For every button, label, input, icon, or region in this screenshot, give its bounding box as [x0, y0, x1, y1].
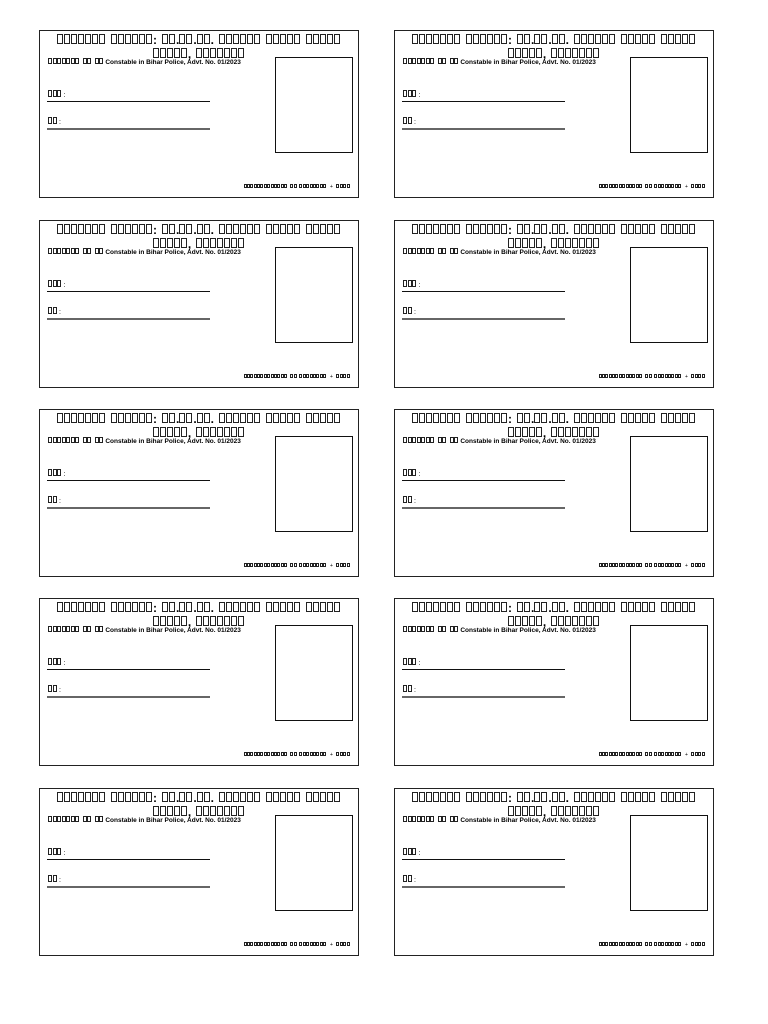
card-subtitle	[403, 626, 596, 635]
photo-box	[275, 436, 353, 532]
card-footer-signature: +	[599, 374, 705, 381]
second-field[interactable]	[402, 304, 565, 320]
card-title-line-2: ,	[395, 47, 713, 61]
second-field-label: :	[48, 875, 61, 884]
candidate-card-3	[39, 220, 359, 388]
subtitle-prefix	[48, 249, 104, 256]
card-title-line-1: : . . .	[40, 223, 358, 237]
second-field-label: :	[403, 307, 416, 316]
card-title-line-2: ,	[40, 426, 358, 440]
photo-box	[630, 247, 708, 343]
photo-box	[275, 815, 353, 911]
subtitle-text: Constable in Bihar Police, Advt. No. 01/2023	[105, 438, 241, 445]
card-subtitle	[403, 248, 596, 257]
second-field-label: :	[48, 307, 61, 316]
card-subtitle	[403, 816, 596, 825]
second-field[interactable]	[47, 114, 210, 130]
name-field-label: :	[403, 90, 420, 99]
name-field[interactable]	[402, 277, 565, 292]
photo-box	[275, 57, 353, 153]
card-title-line-1: : . . .	[395, 33, 713, 47]
second-field-label: :	[403, 496, 416, 505]
second-field[interactable]	[47, 872, 210, 888]
subtitle-prefix	[403, 817, 459, 824]
second-field[interactable]	[402, 872, 565, 888]
card-title-line-1: : . . .	[395, 601, 713, 615]
subtitle-prefix	[48, 59, 104, 66]
card-title-line-1: : . . .	[40, 33, 358, 47]
card-subtitle	[48, 437, 241, 446]
photo-box	[630, 436, 708, 532]
name-field-label: :	[48, 90, 65, 99]
card-title-line-2: ,	[40, 615, 358, 629]
candidate-card-6	[394, 409, 714, 577]
second-field-label: :	[48, 496, 61, 505]
second-field[interactable]	[402, 493, 565, 509]
second-field[interactable]	[47, 304, 210, 320]
second-field-label: :	[48, 685, 61, 694]
card-footer-signature: +	[599, 563, 705, 570]
name-field[interactable]	[47, 655, 210, 670]
card-footer-signature: +	[599, 942, 705, 949]
card-subtitle	[48, 248, 241, 257]
card-title-line-2: ,	[40, 47, 358, 61]
second-field-label: :	[48, 117, 61, 126]
card-title-line-2: ,	[40, 237, 358, 251]
name-field-label: :	[48, 848, 65, 857]
second-field-label: :	[403, 875, 416, 884]
card-subtitle	[403, 58, 596, 67]
name-field[interactable]	[47, 845, 210, 860]
name-field-label: :	[48, 469, 65, 478]
card-subtitle	[48, 58, 241, 67]
card-footer-signature: +	[599, 184, 705, 191]
name-field[interactable]	[47, 466, 210, 481]
subtitle-prefix	[403, 627, 459, 634]
subtitle-text: Constable in Bihar Police, Advt. No. 01/2023	[105, 817, 241, 824]
card-title-line-1: : . . .	[395, 223, 713, 237]
subtitle-text: Constable in Bihar Police, Advt. No. 01/2023	[460, 817, 596, 824]
card-footer-signature: +	[599, 752, 705, 759]
subtitle-prefix	[48, 817, 104, 824]
second-field[interactable]	[402, 682, 565, 698]
card-footer-signature: +	[244, 184, 350, 191]
card-title-line-1: : . . .	[40, 412, 358, 426]
second-field-label: :	[403, 117, 416, 126]
subtitle-prefix	[403, 59, 459, 66]
card-title-line-1: : . . .	[40, 601, 358, 615]
second-field[interactable]	[402, 114, 565, 130]
second-field[interactable]	[47, 493, 210, 509]
subtitle-prefix	[48, 438, 104, 445]
photo-box	[630, 57, 708, 153]
card-subtitle	[48, 626, 241, 635]
card-footer-signature: +	[244, 563, 350, 570]
name-field-label: :	[48, 658, 65, 667]
subtitle-text: Constable in Bihar Police, Advt. No. 01/2023	[105, 249, 241, 256]
card-title-line-1: : . . .	[40, 791, 358, 805]
name-field[interactable]	[402, 655, 565, 670]
photo-box	[275, 247, 353, 343]
card-footer-signature: +	[244, 374, 350, 381]
name-field-label: :	[403, 280, 420, 289]
subtitle-text: Constable in Bihar Police, Advt. No. 01/2023	[460, 249, 596, 256]
name-field[interactable]	[402, 466, 565, 481]
card-title-line-2: ,	[395, 615, 713, 629]
photo-box	[630, 815, 708, 911]
subtitle-prefix	[48, 627, 104, 634]
card-title-line-1: : . . .	[395, 412, 713, 426]
card-subtitle	[403, 437, 596, 446]
subtitle-prefix	[403, 249, 459, 256]
name-field[interactable]	[47, 277, 210, 292]
name-field-label: :	[403, 469, 420, 478]
candidate-card-4	[394, 220, 714, 388]
candidate-card-5	[39, 409, 359, 577]
name-field[interactable]	[402, 845, 565, 860]
name-field-label: :	[403, 848, 420, 857]
candidate-card-9	[39, 788, 359, 956]
card-title-line-1: : . . .	[395, 791, 713, 805]
second-field[interactable]	[47, 682, 210, 698]
card-footer-signature: +	[244, 752, 350, 759]
card-title-line-2: ,	[40, 805, 358, 819]
card-subtitle	[48, 816, 241, 825]
second-field-label: :	[403, 685, 416, 694]
photo-box	[275, 625, 353, 721]
name-field[interactable]	[402, 87, 565, 102]
card-title-line-2: ,	[395, 426, 713, 440]
subtitle-prefix	[403, 438, 459, 445]
card-footer-signature: +	[244, 942, 350, 949]
subtitle-text: Constable in Bihar Police, Advt. No. 01/2023	[105, 627, 241, 634]
subtitle-text: Constable in Bihar Police, Advt. No. 01/2023	[105, 59, 241, 66]
name-field-label: :	[48, 280, 65, 289]
candidate-card-2	[394, 30, 714, 198]
name-field[interactable]	[47, 87, 210, 102]
candidate-card-7	[39, 598, 359, 766]
name-field-label: :	[403, 658, 420, 667]
subtitle-text: Constable in Bihar Police, Advt. No. 01/2023	[460, 438, 596, 445]
card-title-line-2: ,	[395, 805, 713, 819]
candidate-card-10	[394, 788, 714, 956]
subtitle-text: Constable in Bihar Police, Advt. No. 01/2023	[460, 59, 596, 66]
candidate-card-8	[394, 598, 714, 766]
candidate-card-1	[39, 30, 359, 198]
photo-box	[630, 625, 708, 721]
card-title-line-2: ,	[395, 237, 713, 251]
subtitle-text: Constable in Bihar Police, Advt. No. 01/2023	[460, 627, 596, 634]
